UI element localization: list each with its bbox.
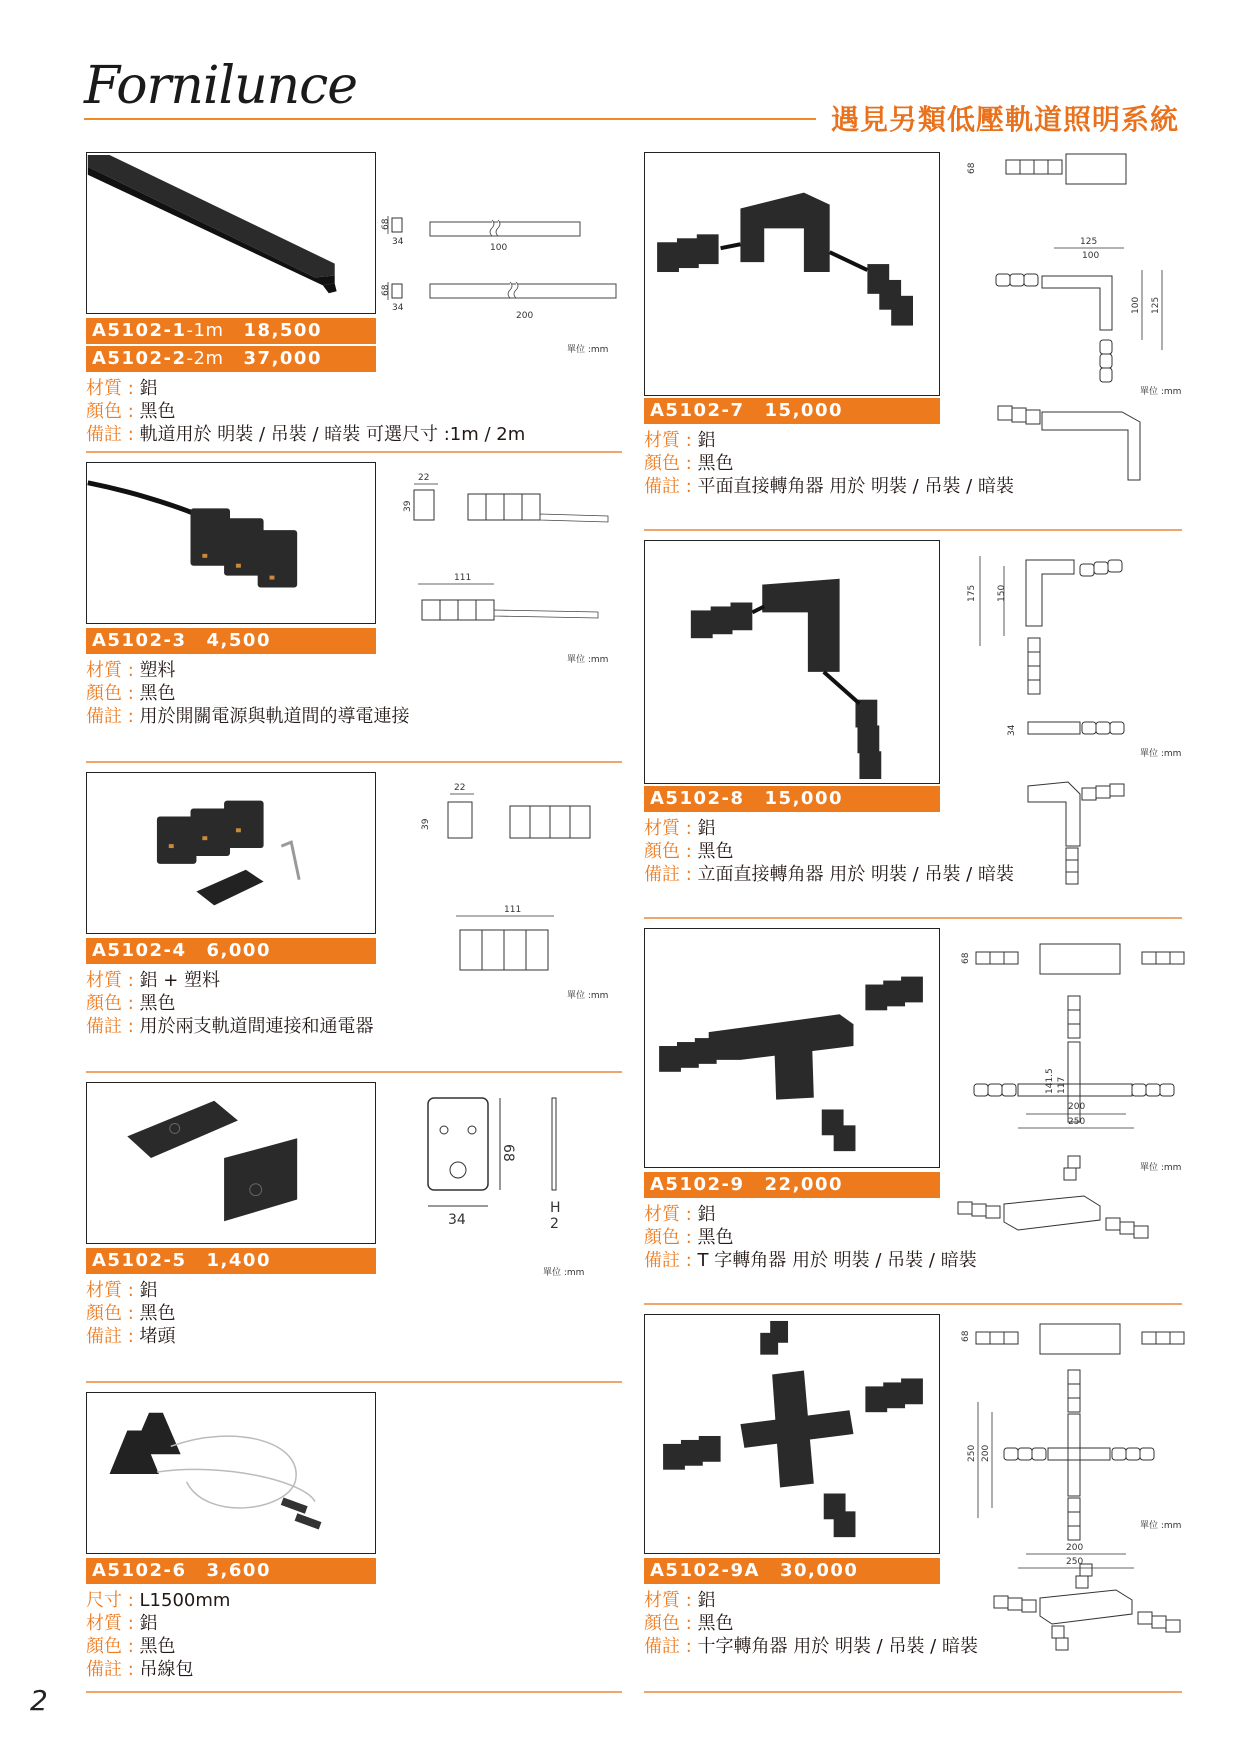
p9-dim-a: 141.5 [1045,1068,1055,1094]
section-divider [86,1071,622,1073]
unit-label-p7: 單位 :mm [1140,387,1182,397]
track-dim-l1: 100 [490,243,508,253]
section-divider [644,1691,1182,1693]
product-photo-power-connector [86,462,376,624]
p8-dim-b: 150 [997,584,1007,602]
track-dim-l2: 200 [516,311,534,321]
p3-dim-l: 111 [454,573,472,583]
product-photo-t-connector [644,928,940,1168]
section-divider [86,451,622,453]
product-code-bar-a5102-8: A5102-8 15,000 [644,786,940,812]
product-code-bar-a5102-2: A5102-2-2m 37,000 [86,346,376,372]
p7-dim-b: 100 [1082,251,1100,261]
product-specs-a5102-9: 材質 : 鋁 顏色 : 黑色 備註 : T 字轉角器 用於 明裝 / 吊裝 / 暗裝 [644,1204,977,1271]
page-tagline: 遇見另類低壓軌道照明系統 [830,103,1179,136]
product-photo-cross-connector [644,1314,940,1554]
product-photo-end-cap [86,1082,376,1244]
product-code-bar-a5102-4: A5102-4 6,000 [86,938,376,964]
p4-dim-h: 39 [421,818,431,830]
p9-dim-c: 200 [1068,1102,1086,1112]
product-photo-track [86,152,376,314]
page-number: 2 [30,1684,48,1717]
p7-dim-b2: 100 [1131,296,1141,314]
end-cap-dimension-diagram [424,1090,574,1246]
p7-dim-a2: 125 [1151,296,1161,314]
power-connector-dimension-diagram [398,472,622,622]
section-divider [644,529,1182,531]
cross-connector-dimension-diagram [956,1322,1186,1658]
p7-dim-a: 125 [1080,237,1098,247]
track-dim-h2: 68 [381,284,391,296]
product-code-bar-a5102-3: A5102-3 4,500 [86,628,376,654]
product-specs-a5102-7: 材質 : 鋁 顏色 : 黑色 備註 : 平面直接轉角器 用於 明裝 / 吊裝 / 暗裝 [644,430,1014,497]
product-code-bar-a5102-7: A5102-7 15,000 [644,398,940,424]
product-specs-a5102-4: 材質 : 鋁 + 塑料 顏色 : 黑色 備註 : 用於兩支軌道間連接和通電器 [86,970,374,1037]
product-code-bar-a5102-1: A5102-1-1m 18,500 [86,318,376,344]
p4-dim-w: 22 [454,783,466,793]
p8-dim-w: 34 [1007,724,1017,736]
p9a-dim-a: 250 [967,1444,977,1462]
p4-dim-l: 111 [504,905,522,915]
t-connector-dimension-diagram [956,938,1186,1278]
track-dim-w2: 34 [392,303,404,313]
p7-dim-h: 68 [967,162,977,174]
product-code-bar-a5102-9: A5102-9 22,000 [644,1172,940,1198]
unit-label-p5: 單位 :mm [543,1268,585,1278]
product-photo-flat-corner [644,152,940,396]
p8-dim-a: 175 [967,584,977,602]
p9a-dim-h: 68 [961,1330,971,1342]
p5-dim-w: 34 [448,1212,466,1228]
section-divider [86,1691,622,1693]
p5-dim-h: 68 [500,1144,516,1162]
p9-dim-h: 68 [961,952,971,964]
p5-dim-hl: H [550,1200,561,1216]
product-specs-a5102-5: 材質 : 鋁 顏色 : 黑色 備註 : 堵頭 [86,1280,176,1347]
p5-dim-t: 2 [550,1216,559,1232]
product-photo-vertical-corner [644,540,940,784]
product-photo-track-joiner [86,772,376,934]
track-dim-h1: 68 [381,218,391,230]
p9a-dim-d: 250 [1066,1557,1084,1567]
section-divider [86,1381,622,1383]
product-photo-suspension-kit [86,1392,376,1554]
p3-dim-h: 39 [403,500,413,512]
track-dimension-diagram [380,212,620,322]
p9-dim-d: 250 [1068,1117,1086,1127]
unit-label-p9: 單位 :mm [1140,1163,1182,1173]
section-divider [644,1303,1182,1305]
product-specs-a5102-8: 材質 : 鋁 顏色 : 黑色 備註 : 立面直接轉角器 用於 明裝 / 吊裝 / 暗裝 [644,818,1014,885]
product-code-bar-a5102-6: A5102-6 3,600 [86,1558,376,1584]
unit-label-p8: 單位 :mm [1140,749,1182,759]
track-illustration [87,153,375,313]
product-specs-a5102-9a: 材質 : 鋁 顏色 : 黑色 備註 : 十字轉角器 用於 明裝 / 吊裝 / 暗裝 [644,1590,978,1657]
brand-logo: Fornilunce [84,56,358,116]
track-dim-w1: 34 [392,237,404,247]
p9a-dim-b: 200 [981,1444,991,1462]
track-joiner-dimension-diagram [416,782,622,982]
product-specs-a5102-3: 材質 : 塑料 顏色 : 黑色 備註 : 用於開關電源與軌道間的導電連接 [86,660,410,727]
section-divider [86,761,622,763]
header-rule [84,118,816,120]
p9a-dim-c: 200 [1066,1543,1084,1553]
product-code-bar-a5102-5: A5102-5 1,400 [86,1248,376,1274]
product-code-bar-a5102-9a: A5102-9A 30,000 [644,1558,940,1584]
unit-label-p1: 單位 :mm [567,345,609,355]
unit-label-p4: 單位 :mm [567,991,609,1001]
section-divider [644,917,1182,919]
p3-dim-w: 22 [418,473,430,483]
unit-label-p9a: 單位 :mm [1140,1521,1182,1531]
product-specs-a5102-6: 尺寸 : L1500mm 材質 : 鋁 顏色 : 黑色 備註 : 吊線包 [86,1590,231,1680]
product-specs-a5102-1: 材質 : 鋁 顏色 : 黑色 備註 : 軌道用於 明裝 / 吊裝 / 暗裝 可選尺寸 :1m / 2m [86,378,526,445]
unit-label-p3: 單位 :mm [567,655,609,665]
p9-dim-b: 117 [1057,1076,1067,1094]
